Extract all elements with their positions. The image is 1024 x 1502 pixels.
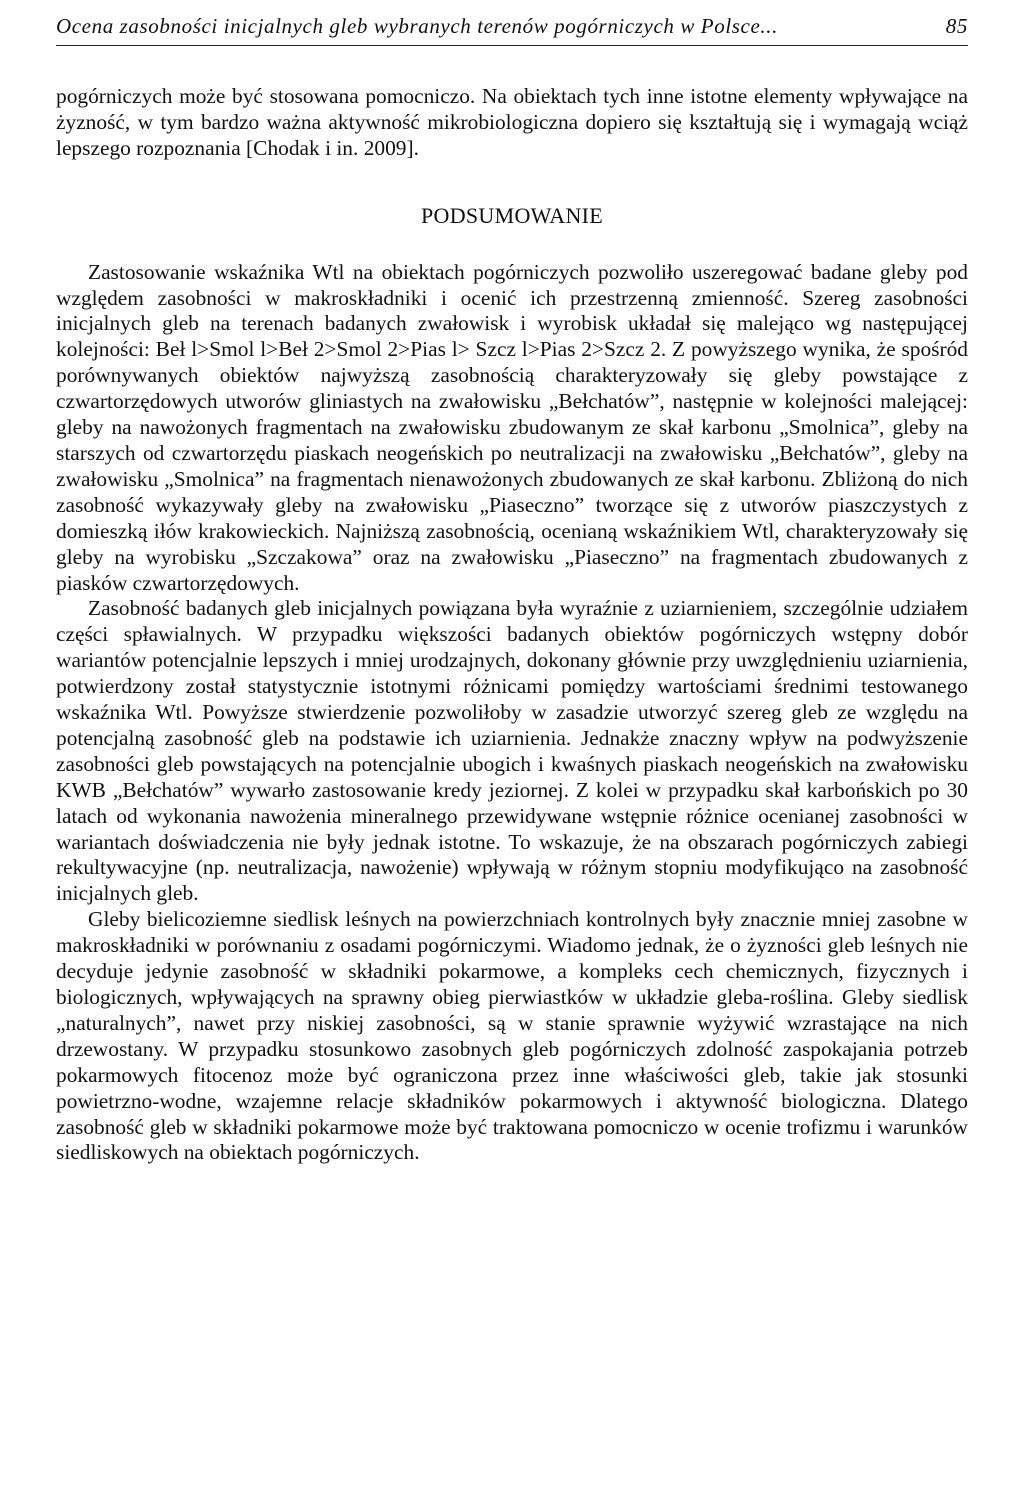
running-title: Ocena zasobności inicjalnych gleb wybranych terenów pogórniczych w Polsce... bbox=[56, 14, 778, 38]
body-text bbox=[56, 84, 968, 1166]
page bbox=[56, 14, 968, 1166]
summary-paragraph-1: Zastosowanie wskaźnika Wtl na obiektach pogórniczych pozwoliło uszeregować badane gleby pod względem zasobności w makroskładniki i ocenić ich przestrzenną zmienność. Szereg zasobności inicjalnych gleb na terenach badanych zwałowisk i wyrobisk układał się malejąco wg następującej kolejności: Beł l>Smol l>Beł 2>Smol 2>Pias l> Szcz l>Pias 2>Szcz 2. Z powyższego wynika, że spośród porównywanych obiektów najwyższą zasobnością charakteryzowały się gleby powstające z czwartorzędowych utworów gliniastych na zwałowisku „Bełchatów”, następnie w kolejności malejącej: gleby na nawożonych fragmentach na zwałowisku zbudowanym ze skał karbonu „Smolnica”, gleby na starszych od czwartorzędu piaskach neogeńskich po neutralizacji na zwałowisku „Bełchatów”, gleby na zwałowisku „Smolnica” na fragmentach nienawożonych zbudowanych ze skał karbonu. Zbliżoną do nich zasobność wykazywały gleby na zwałowisku „Piaseczno” tworzące się z utworów piaszczystych z domieszką iłów krakowieckich. Najniższą zasobnością, ocenianą wskaźnikiem Wtl, charakteryzowały się gleby na wyrobisku „Szczakowa” oraz na zwałowisku „Piaseczno” na fragmentach zbudowanych z piasków czwartorzędowych. bbox=[56, 259, 968, 595]
summary-paragraph-2: Zasobność badanych gleb inicjalnych powiązana była wyraźnie z uziarnieniem, szczególnie udziałem części spławialnych. W przypadku większości badanych obiektów pogórniczych wstępny dobór wariantów potencjalnie lepszych i mniej urodzajnych, dokonany głównie przy uwzględnieniu uziarnienia, potwierdzony został statystycznie istotnymi różnicami pomiędzy wartościami średnimi testowanego wskaźnika Wtl. Powyższe stwierdzenie pozwoliłoby w zasadzie utworzyć szereg gleb ze względu na potencjalną zasobność gleb na podstawie ich uziarnienia. Jednakże znaczny wpływ na podwyższenie zasobności gleb powstających na potencjalnie ubogich i kwaśnych piaskach neogeńskich na zwałowisku KWB „Bełchatów” wywarło zastosowanie kredy jeziornej. Z kolei w przypadku skał karbońskich po 30 latach od wykonania nawożenia mineralnego przewidywane wstępnie różnice ocenianej zasobności w wariantach doświadczenia nie były jednak istotne. To wskazuje, że na obszarach pogórniczych zabiegi rekultywacyjne (np. neutralizacja, nawożenie) wpływają w różnym stopniu modyfikująco na zasobność inicjalnych gleb. bbox=[56, 596, 968, 906]
summary-paragraph-3: Gleby bielicoziemne siedlisk leśnych na powierzchniach kontrolnych były znacznie mniej zasobne w makroskładniki w porównaniu z osadami pogórniczymi. Wiadomo jednak, że o żyzności gleb leśnych nie decyduje jedynie zasobność w składniki pokarmowe, a kompleks cech chemicznych, fizycznych i biologicznych, wpływających na sprawny obieg pierwiastków w układzie gleba-roślina. Gleby siedlisk „naturalnych”, nawet przy niskiej zasobności, są w stanie sprawnie wyżywić wzrastające na nich drzewostany. W przypadku stosunkowo zasobnych gleb pogórniczych zdolność zaspokajania potrzeb pokarmowych fitocenoz może być ograniczona przez inne właściwości gleb, takie jak stosunki powietrzno-wodne, wzajemne relacje składników pokarmowych i aktywność biologiczna. Dlatego zasobność gleb w składniki pokarmowe może być traktowana pomocniczo w ocenie trofizmu i warunków siedliskowych na obiektach pogórniczych. bbox=[56, 907, 968, 1165]
page-number: 85 bbox=[945, 14, 968, 38]
section-title: PODSUMOWANIE bbox=[420, 202, 604, 228]
continuation-paragraph: pogórniczych może być stosowana pomocniczo. Na obiektach tych inne istotne elementy wpływające na żyzność, w tym bardzo ważna aktywność mikrobiologiczna dopiero się kształtują się i wymagają wciąż lepszego rozpoznania [Chodak i in. 2009]. bbox=[56, 84, 968, 160]
running-header bbox=[56, 14, 968, 46]
